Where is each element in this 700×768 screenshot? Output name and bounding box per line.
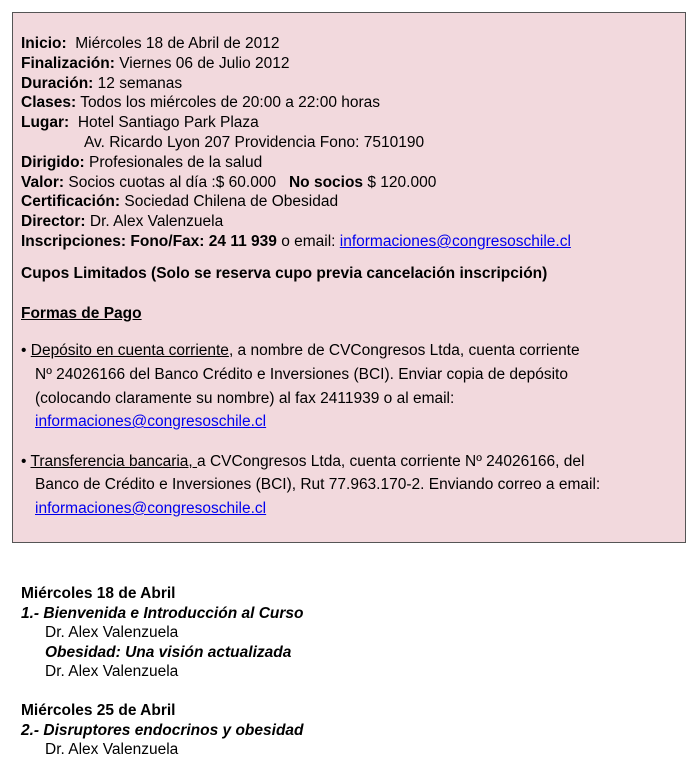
session-title: 2.- Disruptores endocrinos y obesidad xyxy=(21,721,304,739)
session-title-row xyxy=(21,604,681,624)
valor-label: Valor: xyxy=(21,173,65,191)
speaker: Dr. Alex Valenzuela xyxy=(45,624,179,642)
session-title: 1.- Bienvenida e Introducción al Curso xyxy=(21,604,304,622)
inscripciones-label: Inscripciones: Fono/Fax: xyxy=(21,232,205,250)
director-label: Director: xyxy=(21,213,86,231)
bullet-icon: • xyxy=(21,342,27,360)
lugar-value: Hotel Santiago Park Plaza xyxy=(77,114,259,132)
inicio-value: Miércoles 18 de Abril de 2012 xyxy=(75,35,280,52)
agenda-date xyxy=(21,701,681,721)
clases-label: Clases: xyxy=(21,94,77,112)
deposito-line3: (colocando claramente su nombre) al fax 2411939 o al email: xyxy=(35,389,455,407)
formas-pago-heading-row xyxy=(21,304,685,324)
bullet-icon: • xyxy=(21,452,27,470)
clases-row xyxy=(21,93,685,113)
inscripciones-email-link[interactable]: informaciones@congresoschile.cl xyxy=(339,232,571,250)
valor-nosocios: $ 120.000 xyxy=(367,173,437,191)
session-title-row xyxy=(21,721,681,741)
transferencia-line1: a CVCongresos Ltda, cuenta corriente Nº 24026166, del xyxy=(197,452,585,470)
inicio-row xyxy=(21,34,685,54)
lugar-address-row xyxy=(21,133,685,153)
transferencia-title: Transferencia bancaria, xyxy=(30,452,198,470)
agenda xyxy=(21,584,681,760)
course-info-box xyxy=(12,12,686,543)
transferencia-line2: Banco de Crédito e Inversiones (BCI), Rut 77.963.170-2. Enviando correo a email: xyxy=(35,476,601,494)
session-subtitle: Obesidad: Una visión actualizada xyxy=(45,643,292,661)
session-subtitle-row xyxy=(21,643,681,663)
certificacion-value: Sociedad Chilena de Obesidad xyxy=(124,193,339,211)
deposito-line1: , a nombre de CVCongresos Ltda, cuenta corriente xyxy=(228,342,580,360)
lugar-address: Av. Ricardo Lyon 207 Providencia Fono: 7510190 xyxy=(84,133,425,151)
dirigido-label: Dirigido: xyxy=(21,153,85,171)
cupos-row xyxy=(21,264,685,284)
inicio-label: Inicio: xyxy=(21,35,67,52)
inscripciones-row xyxy=(21,232,685,252)
valor-nosocios-label: No socios xyxy=(288,173,364,191)
speaker: Dr. Alex Valenzuela xyxy=(45,741,179,759)
inscripciones-phone: 24 11 939 xyxy=(208,232,277,250)
finalizacion-value: Viernes 06 de Julio 2012 xyxy=(119,54,290,72)
deposito-email-link[interactable]: informaciones@congresoschile.cl xyxy=(35,413,267,431)
valor-socios: Socios cuotas al día :$ 60.000 xyxy=(68,173,277,191)
speaker: Dr. Alex Valenzuela xyxy=(45,663,179,681)
agenda-date xyxy=(21,584,681,604)
duracion-value: 12 semanas xyxy=(97,74,183,92)
agenda-date-text: Miércoles 18 de Abril xyxy=(21,585,176,602)
transferencia-email-link[interactable]: informaciones@congresoschile.cl xyxy=(35,499,267,517)
certificacion-label: Certificación: xyxy=(21,193,121,211)
lugar-label: Lugar: xyxy=(21,114,70,132)
valor-row xyxy=(21,173,685,193)
formas-pago-heading: Formas de Pago xyxy=(21,304,142,322)
inscripciones-connector: o email: xyxy=(281,232,336,250)
certificacion-row xyxy=(21,192,685,212)
duracion-row xyxy=(21,74,685,94)
deposito-line2: Nº 24026166 del Banco Crédito e Inversiones (BCI). Enviar copia de depósito xyxy=(35,365,568,383)
deposito-title: Depósito en cuenta corriente xyxy=(30,342,229,360)
clases-value: Todos los miércoles de 20:00 a 22:00 horas xyxy=(80,94,381,112)
deposito-bullet xyxy=(21,339,685,433)
duracion-label: Duración: xyxy=(21,74,94,92)
transferencia-bullet xyxy=(21,450,685,521)
agenda-date-text: Miércoles 25 de Abril xyxy=(21,701,176,719)
dirigido-row xyxy=(21,153,685,173)
dirigido-value: Profesionales de la salud xyxy=(89,153,263,171)
finalizacion-label: Finalización: xyxy=(21,54,115,72)
finalizacion-row xyxy=(21,54,685,74)
lugar-row xyxy=(21,113,685,133)
cupos-text: Cupos Limitados (Solo se reserva cupo previa cancelación inscripción) xyxy=(21,264,548,282)
director-value: Dr. Alex Valenzuela xyxy=(89,213,224,231)
director-row xyxy=(21,212,685,232)
